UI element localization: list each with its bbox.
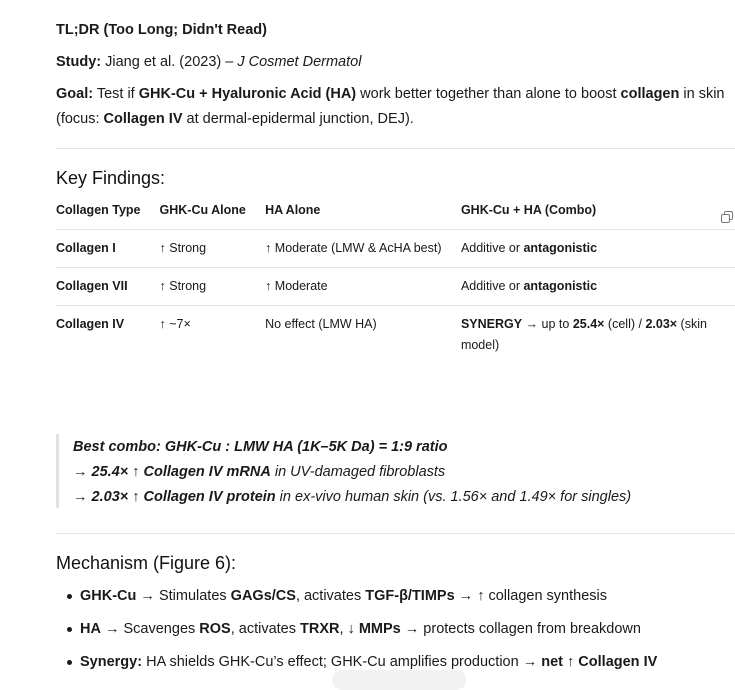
cell-bold: SYNERGY: [460, 317, 523, 331]
key-findings-heading: Key Findings:: [56, 168, 166, 188]
item-text: → ↑ collagen synthesis: [454, 588, 607, 604]
cell-ha: ↑ Moderate: [265, 279, 328, 293]
mechanism-list: [56, 584, 735, 683]
study-journal: J Cosmet Dermatol: [237, 54, 362, 70]
item-text: → Scavenges: [100, 621, 200, 637]
table-row: [56, 230, 735, 268]
item-text: , activates: [230, 621, 301, 637]
item-bold: Synergy:: [80, 654, 143, 670]
item-bold: TGF-β/TIMPs: [365, 588, 455, 604]
goal-text: in skin (focus:: [56, 86, 725, 127]
column-header: Collagen Type: [56, 203, 141, 217]
item-bold: TRXR: [300, 621, 340, 637]
study-text: Jiang et al. (2023) –: [101, 54, 238, 70]
table-row: [56, 306, 735, 365]
item-bold: HA: [80, 621, 101, 637]
quote-bold: Best combo: GHK-Cu : LMW HA (1K–5K Da) = 1:9 ratio: [73, 439, 448, 455]
findings-table: [56, 200, 735, 364]
quote-text: →: [73, 489, 92, 505]
cell-text: Additive or: [460, 241, 524, 255]
goal-bold: Collagen IV: [103, 111, 183, 127]
item-text: → Stimulates: [136, 588, 231, 604]
cell-ghk: ↑ ~7×: [159, 317, 191, 331]
cell-ha: ↑ Moderate (LMW & AcHA best): [265, 241, 442, 255]
cell-combo: [461, 230, 735, 268]
cell-ghk: ↑ Strong: [159, 279, 207, 293]
cell-bold: 2.03×: [645, 317, 678, 331]
goal-text: work better together than alone to boost: [356, 86, 621, 102]
cell-text: Collagen VII: [56, 279, 128, 293]
item-text: → protects collagen from breakdown: [400, 621, 641, 637]
mechanism-heading: Mechanism (Figure 6):: [56, 553, 237, 573]
cell-ghk: ↑ Strong: [159, 241, 207, 255]
divider: [56, 148, 735, 149]
cell-combo: [461, 306, 735, 365]
goal-label: Goal:: [56, 86, 94, 102]
goal-text: Test if: [93, 86, 139, 102]
item-text: , ↓: [339, 621, 359, 637]
cell-text: Collagen IV: [56, 317, 125, 331]
cell-collagen-type: [56, 306, 160, 365]
goal-line: [56, 82, 735, 132]
cell-ha: No effect (LMW HA): [265, 317, 377, 331]
goal-text: at dermal-epidermal junction, DEJ).: [182, 111, 414, 127]
column-header: HA Alone: [265, 203, 321, 217]
quote-line: [73, 462, 445, 482]
item-bold: ROS: [199, 621, 231, 637]
cell-combo: [461, 268, 735, 306]
quote-bold: 2.03× ↑ Collagen IV protein: [91, 489, 276, 505]
divider: [56, 533, 735, 534]
item-bold: GAGs/CS: [230, 588, 296, 604]
column-header: GHK-Cu + HA (Combo): [460, 203, 597, 217]
cell-text: Collagen I: [56, 241, 116, 255]
cell-collagen-type: [56, 268, 160, 306]
item-text: HA shields GHK-Cu’s effect; GHK-Cu amplifies production →: [142, 654, 542, 670]
cell-text: (cell) /: [604, 317, 646, 331]
cell-bold: antagonistic: [523, 279, 598, 293]
blockquote: [56, 434, 735, 508]
column-header: GHK-Cu Alone: [159, 203, 246, 217]
study-label: Study:: [56, 54, 102, 70]
quote-text: in UV-damaged fibroblasts: [270, 464, 446, 480]
goal-bold: GHK-Cu + Hyaluronic Acid (HA): [138, 86, 357, 102]
study-line: [56, 50, 361, 75]
scroll-to-bottom-button[interactable]: [332, 670, 466, 690]
list-item: [56, 584, 735, 617]
item-bold: net ↑ Collagen IV: [541, 654, 658, 670]
table-header-row: [56, 200, 735, 230]
cell-text: → up to: [522, 317, 573, 331]
cell-collagen-type: [56, 230, 160, 268]
cell-text: Additive or: [460, 279, 524, 293]
quote-line: [73, 487, 631, 507]
item-bold: GHK-Cu: [80, 588, 137, 604]
item-text: , activates: [295, 588, 366, 604]
list-item: [56, 617, 735, 650]
tldr-heading: TL;DR (Too Long; Didn't Read): [56, 22, 267, 38]
quote-text: in ex-vivo human skin (vs. 1.56× and 1.49× for singles): [275, 489, 632, 505]
quote-text: →: [73, 464, 92, 480]
item-bold: MMPs: [358, 621, 401, 637]
cell-bold: 25.4×: [572, 317, 605, 331]
quote-bold: 25.4× ↑ Collagen IV mRNA: [91, 464, 271, 480]
quote-line: [73, 437, 447, 457]
goal-bold: collagen: [620, 86, 680, 102]
table-row: [56, 268, 735, 306]
cell-text: (skin model): [460, 317, 707, 352]
cell-bold: antagonistic: [523, 241, 598, 255]
